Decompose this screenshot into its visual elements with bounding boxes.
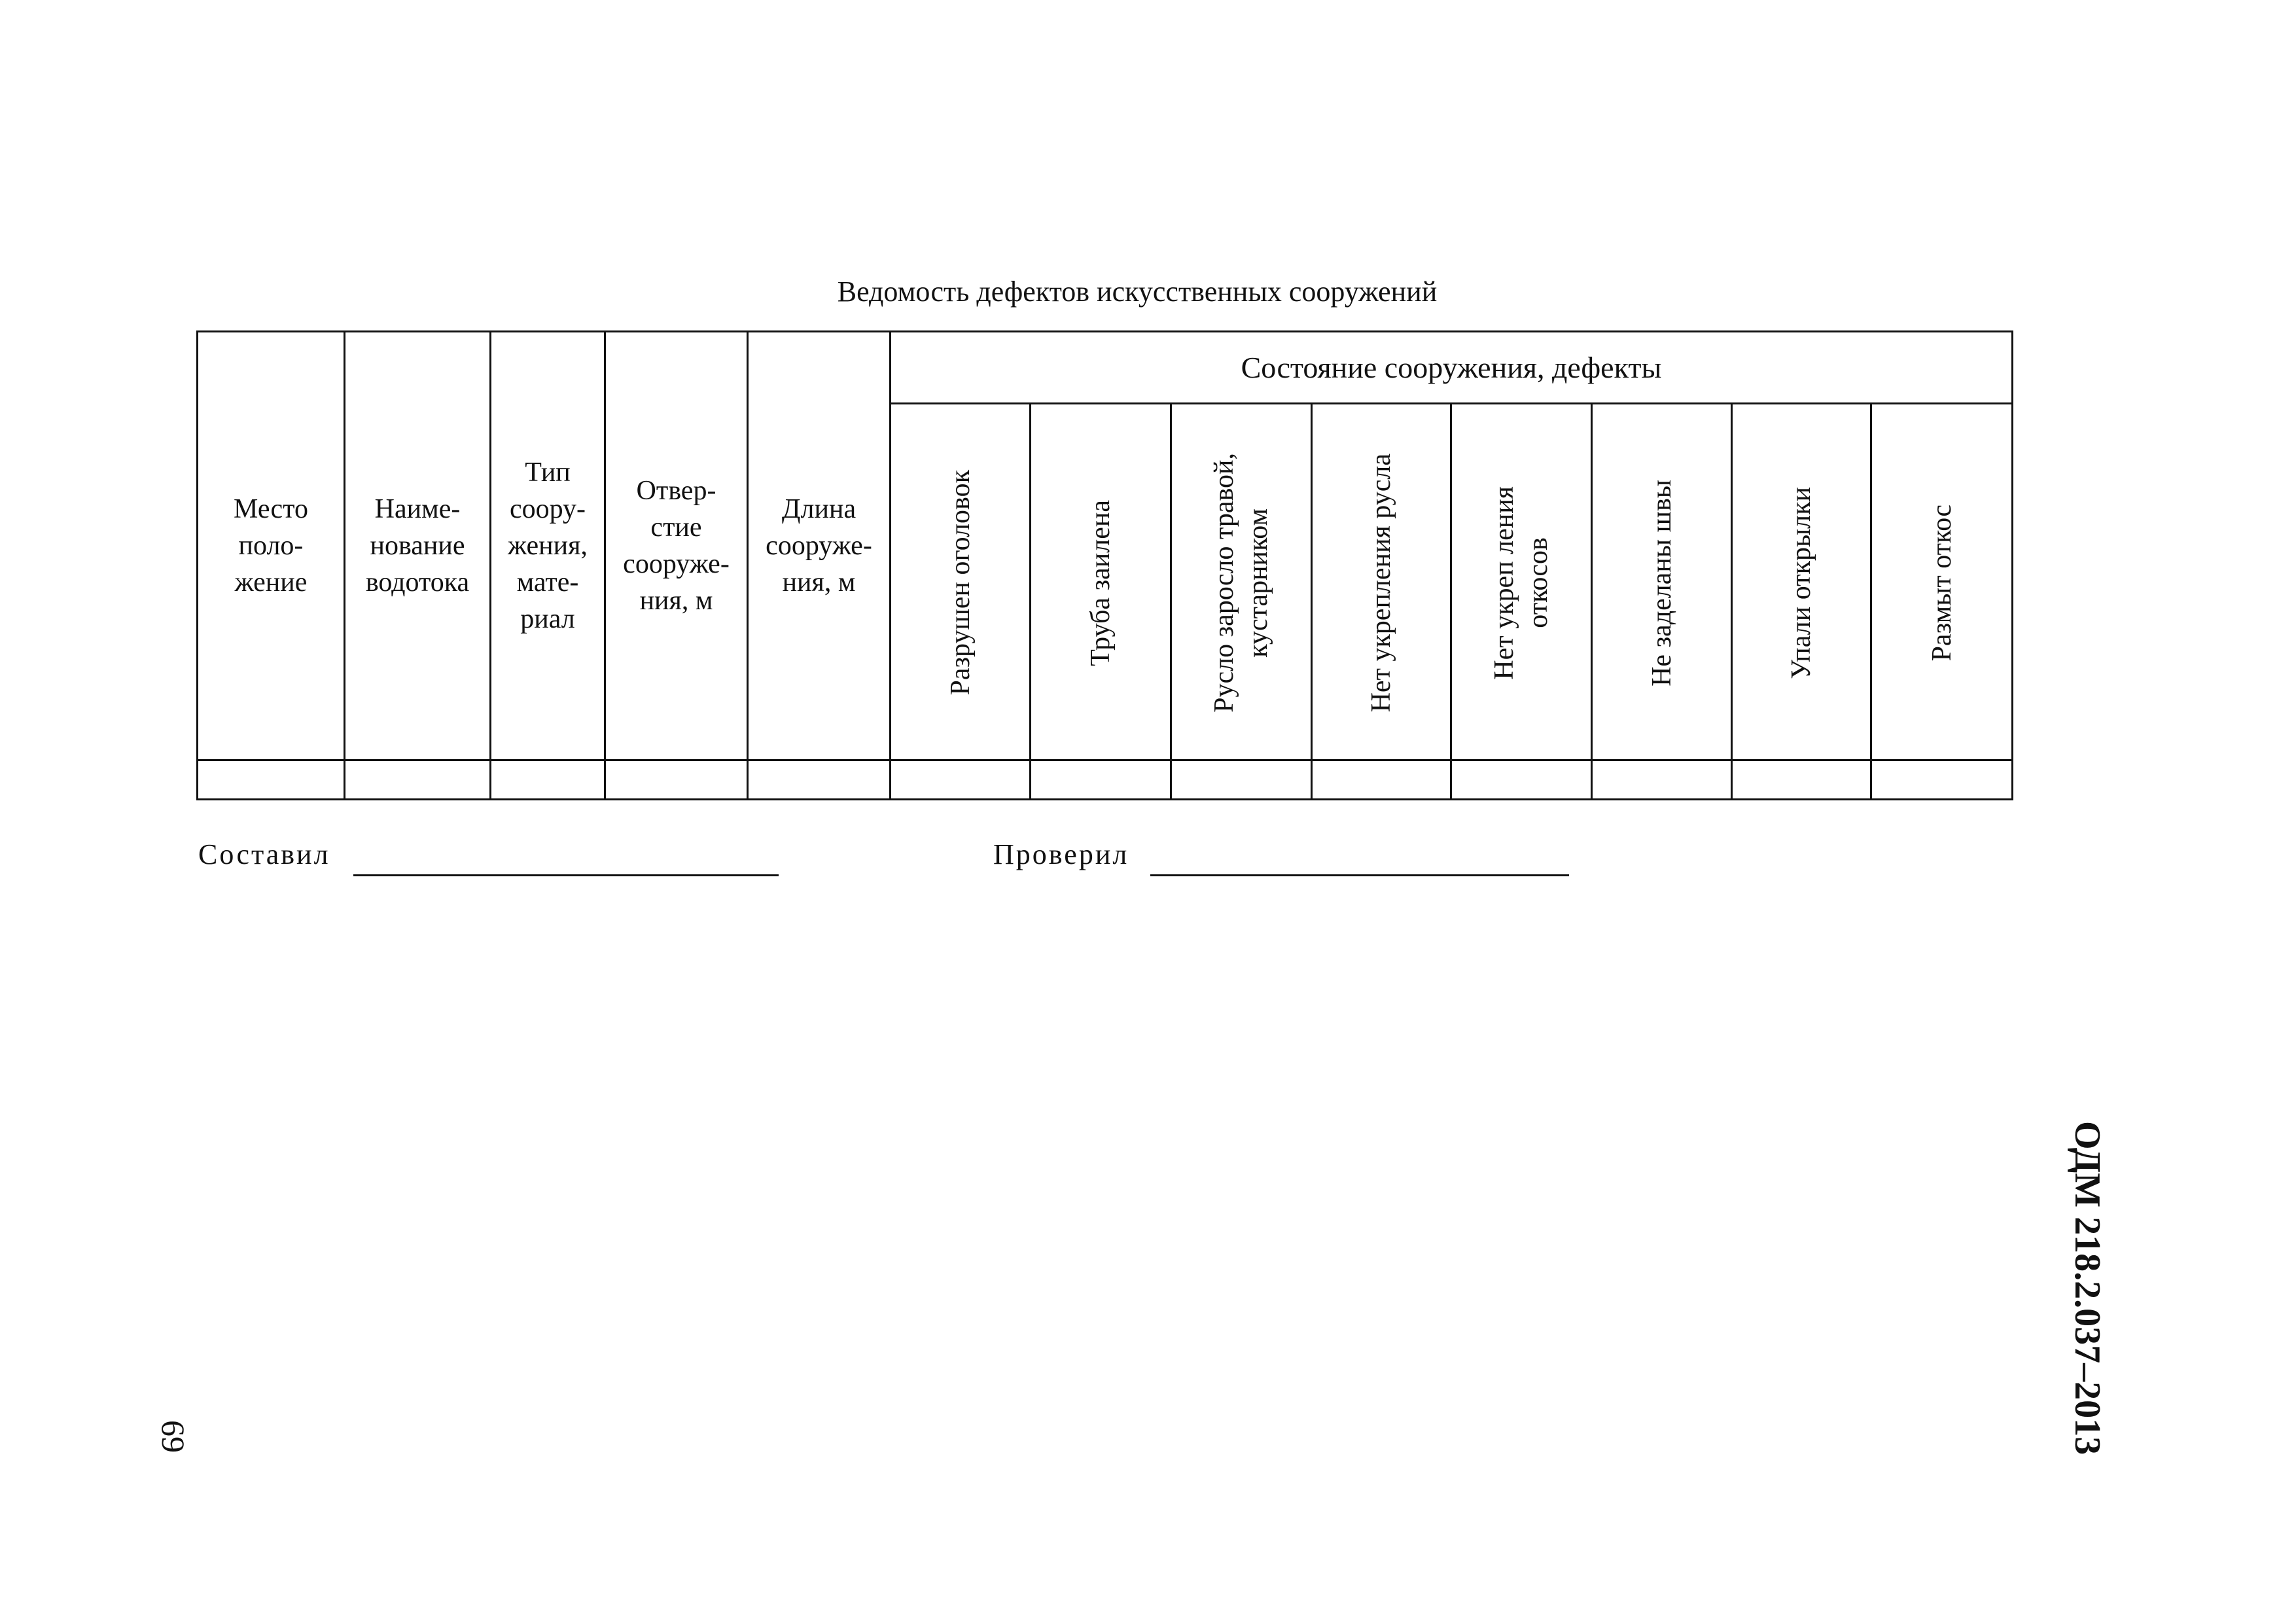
defect-label: Русло заросло травой, кустарником bbox=[1209, 453, 1273, 713]
header-defect-overgrown-channel bbox=[1172, 404, 1311, 761]
document-code-text: ОДМ 218.2.037–2013 bbox=[2067, 1120, 2108, 1455]
header-defect-channel-reinforcement bbox=[1313, 404, 1450, 761]
checked-by-label: Проверил bbox=[993, 838, 1129, 870]
defects-table bbox=[196, 330, 2013, 800]
header-watercourse-name: Наиме- нование водотока bbox=[365, 494, 470, 597]
compiled-by-signature-line[interactable] bbox=[353, 874, 779, 876]
header-structure-type: Тип соору- жения, мате- риал bbox=[508, 457, 588, 634]
header-defect-wingwalls bbox=[1733, 404, 1870, 761]
compiled-by-label: Составил bbox=[198, 838, 330, 870]
defect-label: Разрушен оголовок bbox=[945, 470, 976, 696]
page-number-text: 69 bbox=[155, 1420, 192, 1453]
header-opening: Отвер- стие сооруже- ния, м bbox=[623, 476, 730, 616]
header-location: Место поло- жение bbox=[234, 494, 308, 597]
defect-label: Размыт откос bbox=[1926, 504, 1957, 662]
checked-by-signature-line[interactable] bbox=[1150, 874, 1569, 876]
defect-label: Нет укреп ления откосов bbox=[1489, 486, 1553, 680]
header-defect-eroded-slope bbox=[1872, 404, 2011, 761]
header-defect-headwall bbox=[891, 404, 1029, 761]
defect-label: Не заделаны швы bbox=[1646, 479, 1677, 687]
header-condition-defects: Состояние сооружения, дефекты bbox=[1241, 350, 1662, 384]
page-number bbox=[150, 1414, 196, 1459]
header-defect-seams bbox=[1593, 404, 1731, 761]
defect-label: Нет укрепления русла bbox=[1366, 453, 1396, 713]
document-title: Ведомость дефектов искусственных сооружений bbox=[837, 276, 1438, 308]
defect-label: Упали открылки bbox=[1786, 486, 1816, 679]
header-defect-silted-pipe bbox=[1031, 404, 1170, 761]
defect-label: Труба заилена bbox=[1086, 499, 1116, 666]
header-length: Длина сооруже- ния, м bbox=[766, 494, 872, 597]
document-code bbox=[2048, 1111, 2127, 1465]
header-defect-slope-reinforcement bbox=[1452, 404, 1591, 761]
